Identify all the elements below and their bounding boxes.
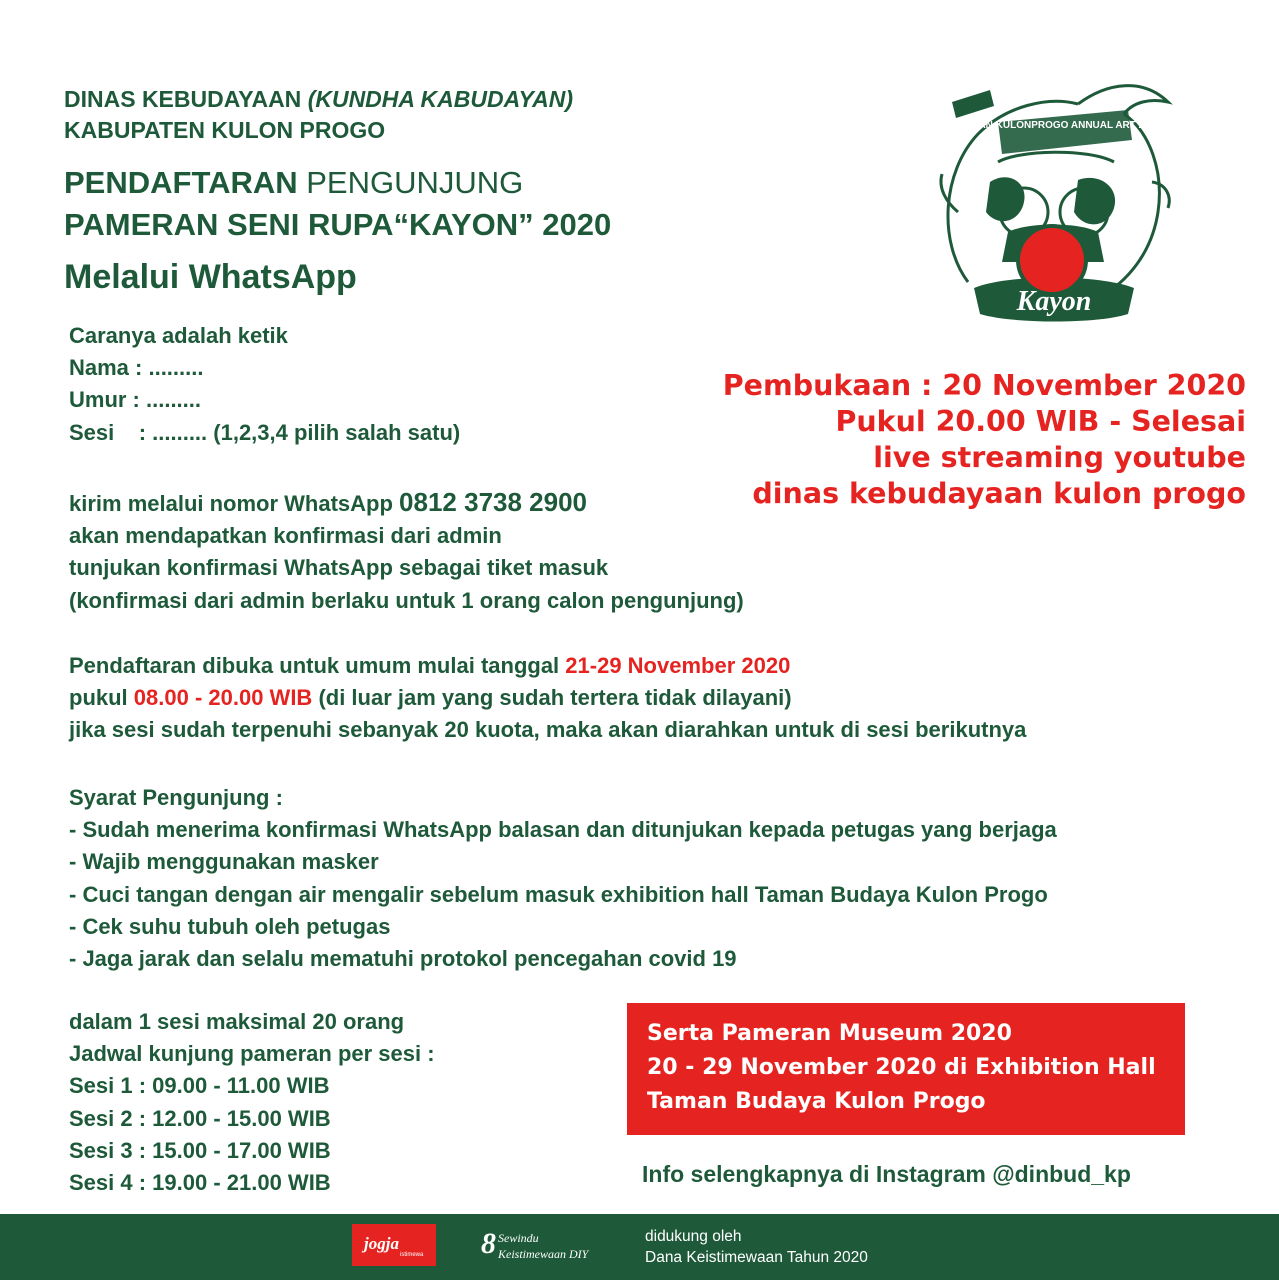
org-line-2: KABUPATEN KULON PROGO <box>64 117 386 143</box>
museum-line-2: 20 - 29 November 2020 di Exhibition Hall <box>647 1055 1156 1080</box>
subtitle-whatsapp: Melalui WhatsApp <box>64 258 357 296</box>
museum-exhibition-box <box>627 1003 1185 1135</box>
form-intro: Caranya adalah ketik <box>69 323 288 348</box>
requirements-block <box>69 782 1057 975</box>
opening-date: Pembukaan : 20 November 2020 <box>722 369 1246 402</box>
kayon-logo <box>928 62 1176 336</box>
whatsapp-number: 0812 3738 2900 <box>399 487 588 517</box>
opening-streaming: live streaming youtube <box>873 441 1246 474</box>
registration-block <box>69 650 1026 747</box>
contact-line-2: akan mendapatkan konfirmasi dari admin <box>69 523 502 549</box>
registration-dates: 21-29 November 2020 <box>565 653 791 678</box>
opening-info <box>723 368 1246 512</box>
contact-line-1: kirim melalui nomor WhatsApp 0812 3738 2900 <box>69 487 588 517</box>
schedule-session: Sesi 2 : 12.00 - 15.00 WIB <box>69 1105 331 1131</box>
requirement-item: - Cek suhu tubuh oleh petugas <box>69 913 391 939</box>
requirement-item: - Wajib menggunakan masker <box>69 849 379 875</box>
schedule-heading: Jadwal kunjung pameran per sesi : <box>69 1041 435 1067</box>
form-session: Sesi : ......... (1,2,3,4 pilih salah satu) <box>69 419 461 445</box>
schedule-session: Sesi 4 : 19.00 - 21.00 WIB <box>69 1170 331 1196</box>
form-age: Umur : ......... <box>69 387 202 413</box>
registration-line-1: Pendaftaran dibuka untuk umum mulai tanggal 21-29 November 2020 <box>69 653 791 678</box>
schedule-session: Sesi 1 : 09.00 - 11.00 WIB <box>69 1073 330 1099</box>
sewindu-keistimewaan-logo: 8 Sewindu Keistimewaan DIY <box>481 1227 589 1261</box>
museum-line-1: Serta Pameran Museum 2020 <box>647 1021 1012 1046</box>
requirements-heading: Syarat Pengunjung : <box>69 785 283 810</box>
opening-channel: dinas kebudayaan kulon progo <box>752 477 1246 510</box>
registration-quota: jika sesi sudah terpenuhi sebanyak 20 kuota, maka akan diarahkan untuk di sesi berikutnya <box>69 717 1027 743</box>
form-name: Nama : ......... <box>69 355 204 381</box>
organization-header <box>64 84 573 146</box>
logo-top-text: PAMERAN KULONPROGO ANNUAL ART 2020 <box>943 120 1161 131</box>
title-line-2: PAMERAN SENI RUPA“KAYON” 2020 <box>64 207 612 242</box>
logo-name: Kayon <box>1016 286 1092 317</box>
instagram-info: Info selengkapnya di Instagram @dinbud_kp <box>642 1161 1131 1187</box>
contact-block <box>69 486 744 617</box>
title-line-1: PENDAFTARAN PENGUNJUNG <box>64 165 524 200</box>
schedule-session: Sesi 3 : 15.00 - 17.00 WIB <box>69 1137 331 1163</box>
contact-line-3: tunjukan konfirmasi WhatsApp sebagai tiket masuk <box>69 555 609 581</box>
registration-line-2: pukul 08.00 - 20.00 WIB (di luar jam yang sudah tertera tidak dilayani) <box>69 685 792 711</box>
museum-line-3: Taman Budaya Kulon Progo <box>647 1089 986 1114</box>
contact-line-4: (konfirmasi dari admin berlaku untuk 1 orang calon pengunjung) <box>69 587 744 613</box>
footer-bar <box>0 1214 1279 1280</box>
org-line-1: DINAS KEBUDAYAAN (KUNDHA KABUDAYAN) <box>64 86 574 112</box>
support-text: didukung oleh Dana Keistimewaan Tahun 2020 <box>645 1228 868 1266</box>
opening-time: Pukul 20.00 WIB - Selesai <box>835 405 1246 438</box>
requirement-item: - Cuci tangan dengan air mengalir sebelum masuk exhibition hall Taman Budaya Kulon Progo <box>69 881 1048 907</box>
requirement-item: - Jaga jarak dan selalu mematuhi protokol pencegahan covid 19 <box>69 946 737 972</box>
schedule-block <box>69 1006 435 1199</box>
registration-hours: 08.00 - 20.00 WIB <box>133 685 313 711</box>
form-instructions <box>69 320 460 449</box>
schedule-max: dalam 1 sesi maksimal 20 orang <box>69 1009 405 1034</box>
kayon-logo-art <box>928 62 1176 336</box>
page-title <box>64 162 611 246</box>
requirement-item: - Sudah menerima konfirmasi WhatsApp balasan dan ditunjukan kepada petugas yang berjaga <box>69 817 1057 843</box>
jogja-istimewa-logo: jogja istimewa <box>352 1224 436 1266</box>
